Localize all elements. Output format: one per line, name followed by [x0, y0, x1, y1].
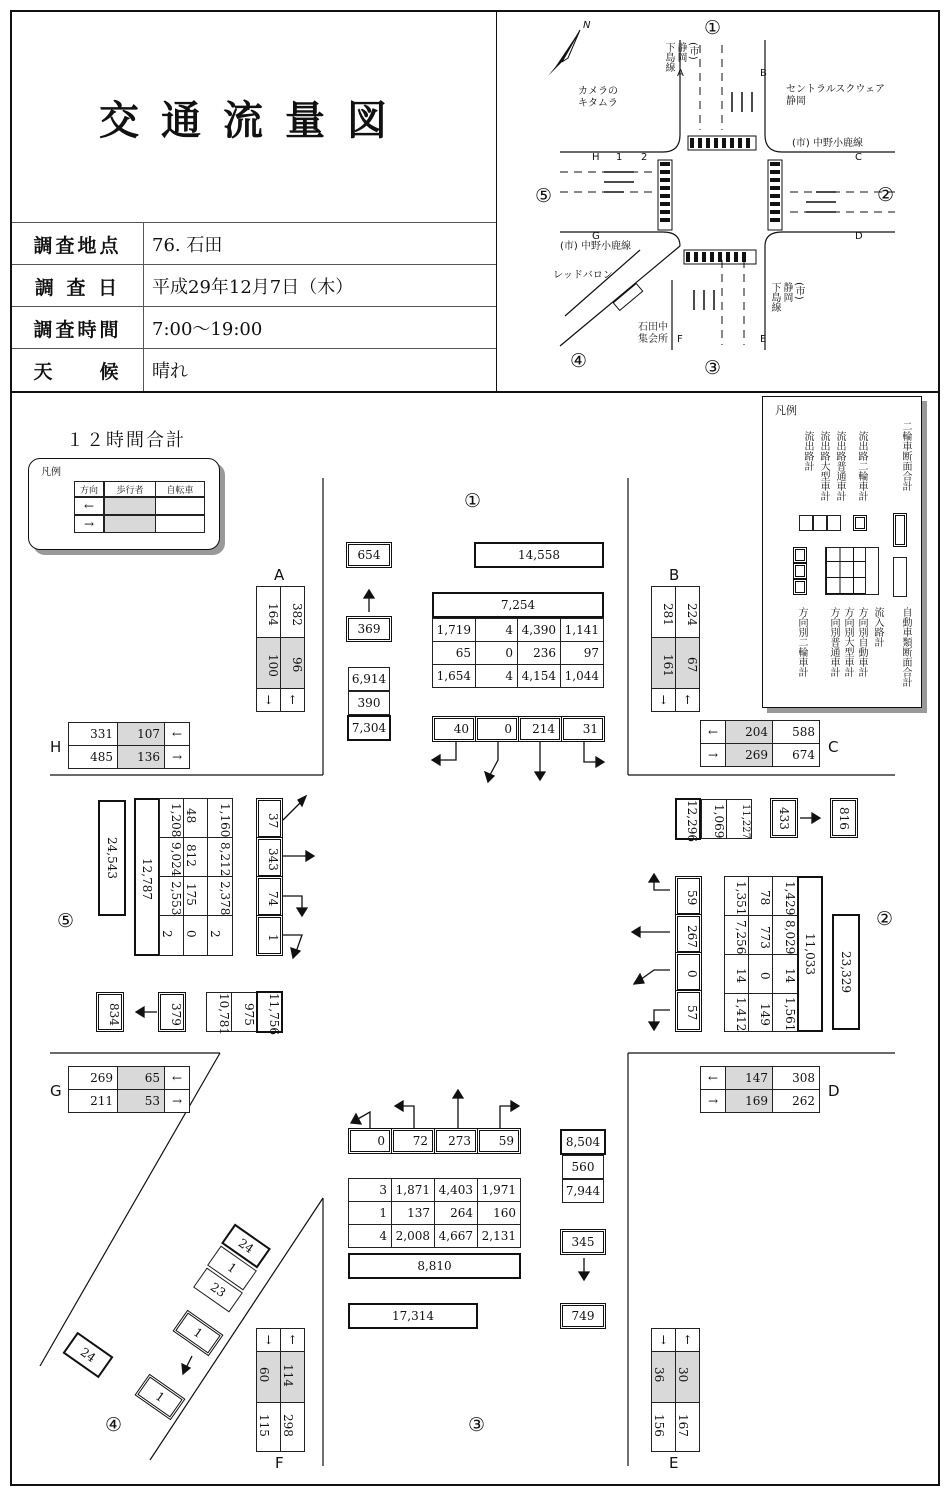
a4-bike-in: 1 — [173, 1310, 224, 1357]
a1-bike: 214 — [518, 716, 562, 742]
a3-outflow-total: 8,504 — [560, 1129, 606, 1155]
a5-bike-out: 379 — [158, 992, 186, 1032]
a4-bike-out: 1 — [135, 1374, 186, 1421]
grid-cell: 7,256 — [724, 915, 749, 955]
a2-grid — [724, 876, 798, 1032]
map-approach-5: ⑤ — [535, 185, 553, 207]
legend-label: 流出路大型車計 — [818, 431, 829, 501]
grid-cell: 1,971 — [477, 1178, 521, 1202]
grid-cell: 1,719 — [432, 618, 476, 642]
a2-outflow-total: 12,296 — [675, 798, 701, 840]
grid-cell: 8,212 — [207, 837, 233, 877]
a5-outflow-normal: 11,756 — [256, 991, 283, 1033]
point-d-bike: 308 — [772, 1066, 820, 1090]
south-road-label: (市) 静岡 下島線 — [769, 282, 804, 312]
info-label: 調査地点 — [12, 223, 144, 265]
a2-bike: 267 — [675, 914, 702, 954]
point-c-ped: 269 — [725, 743, 773, 767]
point-c-bike: 674 — [772, 743, 820, 767]
grid-cell: 4 — [475, 618, 518, 642]
a3-bike: 273 — [434, 1128, 478, 1154]
north-road-label: (市) 静岡 下島線 — [663, 42, 698, 72]
point-d-arrow: ← — [700, 1066, 726, 1090]
grid-cell: 4,154 — [517, 664, 561, 688]
a4-outflow-normal: 23 — [193, 1268, 243, 1313]
point-a-ped: 100 — [256, 637, 281, 689]
a4-moto-total: 24 — [63, 1332, 114, 1379]
grid-cell: 48 — [183, 798, 208, 838]
a2-bike: 57 — [675, 990, 702, 1032]
info-value: 晴れ — [152, 361, 188, 382]
legend-arrow-left-icon: ← — [83, 499, 95, 513]
point-b-bike: 281 — [651, 586, 676, 638]
a3-bike: 72 — [391, 1128, 435, 1154]
point-a-ped: 96 — [280, 637, 305, 689]
point-e-label: E — [669, 1454, 679, 1472]
grid-cell: 2,378 — [207, 876, 233, 916]
a1-inflow-total: 7,254 — [432, 592, 604, 618]
map-point-h: H — [592, 152, 600, 163]
point-e-arrow: ↓ — [651, 1328, 676, 1352]
grid-cell: 8,029 — [772, 915, 798, 955]
map-point-a: A — [677, 68, 684, 79]
a1-bike: 31 — [561, 716, 605, 742]
grid-cell: 137 — [391, 1201, 435, 1225]
map-point-f: F — [677, 334, 683, 345]
map-approach-1: ① — [704, 17, 722, 39]
a1-section-total: 14,558 — [474, 542, 604, 568]
grid-cell: 2 — [159, 915, 184, 956]
legend-col-bike-text: 自転車 — [166, 485, 194, 496]
point-h-ped: 107 — [117, 722, 165, 746]
grid-cell: 812 — [183, 837, 208, 877]
a1-grid — [432, 618, 604, 690]
a5-bike: 1 — [256, 915, 283, 956]
a3-inflow-total: 8,810 — [348, 1253, 521, 1279]
a1-bike: 0 — [475, 716, 519, 742]
a3-section-total: 17,314 — [348, 1303, 478, 1329]
page-title: 交通流量図 — [99, 97, 409, 144]
landmark-central: セントラルスクウェア 静岡 — [786, 84, 885, 107]
approach-label-2: ② — [876, 908, 894, 930]
grid-cell: 773 — [748, 915, 773, 955]
a4-outflow-large: 1 — [207, 1246, 257, 1291]
point-e-arrow: ↑ — [675, 1328, 700, 1352]
point-e-ped: 36 — [651, 1351, 676, 1403]
point-e-bike: 167 — [675, 1402, 700, 1452]
grid-cell: 160 — [477, 1201, 521, 1225]
point-c-arrow: → — [700, 743, 726, 767]
grid-cell: 0 — [475, 641, 518, 665]
a1-outflow-bike: 369 — [346, 616, 392, 642]
grid-cell: 4,390 — [517, 618, 561, 642]
a3-moto-total: 749 — [560, 1303, 606, 1329]
point-f-arrow: ↓ — [256, 1328, 281, 1352]
a2-bike-out: 433 — [770, 798, 798, 838]
approach-label-3: ③ — [468, 1414, 486, 1436]
info-value: 平成29年12月7日（木） — [152, 277, 354, 298]
grid-cell: 2,131 — [477, 1224, 521, 1248]
a1-outflow-normal: 7,304 — [347, 715, 391, 741]
grid-cell: 65 — [432, 641, 476, 665]
point-f-ped: 60 — [256, 1351, 281, 1403]
big-legend-title: 凡例 — [775, 404, 797, 417]
a3-bike: 59 — [477, 1128, 521, 1154]
point-b-label: B — [669, 566, 680, 584]
map-point-e: E — [760, 334, 767, 345]
legend-label: 方向別自動車計 — [856, 607, 867, 677]
a3-outflow-normal: 7,944 — [562, 1179, 604, 1203]
point-g-arrow: ← — [164, 1066, 190, 1090]
point-b-ped: 67 — [675, 637, 700, 689]
approach-label-4: ④ — [105, 1414, 123, 1436]
a1-bike: 40 — [432, 716, 476, 742]
grid-cell: 4 — [475, 664, 518, 688]
point-g-bike: 211 — [68, 1089, 118, 1113]
a3-grid — [348, 1178, 521, 1250]
point-g-ped: 65 — [117, 1066, 165, 1090]
map-point-num-1: 1 — [616, 152, 623, 163]
map-point-num-2: 2 — [641, 152, 648, 163]
legend-label: 流出路計 — [802, 431, 813, 471]
a3-outflow-large: 560 — [562, 1155, 604, 1179]
grid-cell: 1 — [348, 1201, 392, 1225]
info-value: 76. 石田 — [152, 235, 223, 256]
a4-outflow-total: 24 — [221, 1224, 271, 1269]
point-h-ped: 136 — [117, 745, 165, 769]
west-road-label: (市) 中野小鹿線 — [560, 241, 631, 252]
legend-label: 二輪車断面合計 — [900, 421, 911, 491]
a2-bike: 59 — [675, 876, 702, 916]
approach-label-1: ① — [464, 490, 482, 512]
point-a-bike: 164 — [256, 586, 281, 638]
grid-cell: 1,351 — [724, 876, 749, 916]
small-legend-title: 凡例 — [41, 467, 61, 478]
east-road-label: (市) 中野小鹿線 — [792, 138, 863, 149]
point-b-ped: 161 — [651, 637, 676, 689]
info-label: 調査時間 — [12, 307, 144, 349]
point-a-label: A — [274, 566, 285, 584]
grid-cell: 1,871 — [391, 1178, 435, 1202]
grid-cell: 0 — [748, 954, 773, 994]
point-f-ped: 114 — [280, 1351, 305, 1403]
grid-cell: 4 — [348, 1224, 392, 1248]
grid-cell: 236 — [517, 641, 561, 665]
grid-cell: 2 — [207, 915, 233, 956]
legend-label: 方向別二輪車計 — [796, 607, 807, 677]
grid-cell: 1,412 — [724, 993, 749, 1032]
a3-bike-out: 345 — [560, 1229, 606, 1255]
legend-label: 方向別普通車計 — [828, 607, 839, 677]
grid-cell: 175 — [183, 876, 208, 916]
a1-outflow-total: 6,914 — [348, 667, 390, 691]
grid-cell: 1,429 — [772, 876, 798, 916]
a3-bike: 0 — [348, 1128, 392, 1154]
a5-bike: 74 — [256, 876, 283, 917]
point-b-arrow: ↑ — [675, 688, 700, 712]
grid-cell: 9,024 — [159, 837, 184, 877]
legend-label: 方向別大型車計 — [842, 607, 853, 677]
point-g-ped: 53 — [117, 1089, 165, 1113]
map-point-b: B — [760, 68, 767, 79]
a5-bike: 343 — [256, 837, 283, 878]
grid-cell: 14 — [772, 954, 798, 994]
grid-cell: 2,553 — [159, 876, 184, 916]
point-f-label: F — [275, 1454, 284, 1472]
point-g-label: G — [50, 1082, 62, 1100]
point-a-arrow: ↑ — [280, 688, 305, 712]
grid-cell: 1,141 — [560, 618, 604, 642]
legend-label: 流出路普通車計 — [834, 431, 845, 501]
map-point-c: C — [855, 152, 862, 163]
grid-cell: 149 — [748, 993, 773, 1032]
point-d-bike: 262 — [772, 1089, 820, 1113]
point-c-bike: 588 — [772, 720, 820, 744]
point-d-label: D — [828, 1082, 840, 1100]
point-g-arrow: → — [164, 1089, 190, 1113]
legend-label: 流出路二輪車計 — [856, 431, 867, 501]
legend-label: 自動車類断面合計 — [900, 607, 911, 687]
a2-section-total: 23,329 — [832, 914, 860, 1030]
grid-cell: 2,008 — [391, 1224, 435, 1248]
a2-moto-total: 816 — [830, 798, 858, 838]
point-e-bike: 156 — [651, 1402, 676, 1452]
a5-outflow-total: 10,781 — [206, 992, 232, 1032]
a5-section-total: 24,543 — [98, 800, 126, 916]
legend-label: 流入路計 — [872, 607, 883, 647]
point-h-arrow: ← — [164, 722, 190, 746]
info-value: 7:00〜19:00 — [152, 319, 263, 340]
point-d-ped: 169 — [725, 1089, 773, 1113]
summary-title: １２時間合計 — [66, 430, 186, 451]
north-label: N — [583, 20, 591, 31]
point-b-bike: 224 — [675, 586, 700, 638]
map-approach-3: ③ — [704, 357, 722, 379]
grid-cell: 14 — [724, 954, 749, 994]
info-label: 調 査 日 — [12, 265, 144, 307]
map-point-g: G — [592, 231, 600, 242]
point-f-bike: 115 — [256, 1402, 281, 1452]
a5-outflow-large: 975 — [231, 992, 257, 1032]
a2-outflow-normal: 11,227 — [726, 799, 752, 839]
grid-cell: 78 — [748, 876, 773, 916]
point-d-arrow: → — [700, 1089, 726, 1113]
point-e-ped: 30 — [675, 1351, 700, 1403]
grid-cell: 0 — [183, 915, 208, 956]
a5-grid — [159, 798, 233, 956]
a2-bike: 0 — [675, 952, 702, 992]
a1-moto-total: 654 — [346, 542, 392, 568]
point-g-bike: 269 — [68, 1066, 118, 1090]
point-c-label: C — [828, 738, 839, 756]
landmark-redbaron: レッドバロン — [553, 270, 613, 281]
point-f-arrow: ↑ — [280, 1328, 305, 1352]
point-b-arrow: ↓ — [651, 688, 676, 712]
grid-cell: 4,403 — [434, 1178, 478, 1202]
point-c-arrow: ← — [700, 720, 726, 744]
grid-cell: 3 — [348, 1178, 392, 1202]
map-approach-2: ② — [877, 184, 895, 206]
legend-col-dir-text: 方向 — [79, 485, 98, 496]
landmark-kitamura: カメラの キタムラ — [578, 86, 618, 109]
a5-inflow-total: 12,787 — [134, 798, 160, 956]
point-a-bike: 382 — [280, 586, 305, 638]
a5-bike: 37 — [256, 798, 283, 839]
map-point-d: D — [855, 231, 863, 242]
point-f-bike: 298 — [280, 1402, 305, 1452]
grid-cell: 1,160 — [207, 798, 233, 838]
landmark-ishida: 石田中 集会所 — [638, 322, 668, 345]
a2-outflow-large: 1,069 — [701, 799, 727, 839]
point-c-ped: 204 — [725, 720, 773, 744]
point-a-arrow: ↓ — [256, 688, 281, 712]
info-label: 天 候 — [12, 349, 144, 391]
grid-cell: 97 — [560, 641, 604, 665]
point-d-ped: 147 — [725, 1066, 773, 1090]
point-h-bike: 485 — [68, 745, 118, 769]
grid-cell: 1,044 — [560, 664, 604, 688]
a1-outflow-large: 390 — [348, 691, 390, 715]
approach-label-5: ⑤ — [57, 910, 75, 932]
point-h-label: H — [50, 738, 62, 756]
grid-cell: 1,654 — [432, 664, 476, 688]
point-h-bike: 331 — [68, 722, 118, 746]
grid-cell: 1,561 — [772, 993, 798, 1032]
grid-cell: 264 — [434, 1201, 478, 1225]
a5-moto-total: 834 — [96, 992, 124, 1032]
grid-cell: 4,667 — [434, 1224, 478, 1248]
point-h-arrow: → — [164, 745, 190, 769]
map-approach-4: ④ — [570, 350, 588, 372]
legend-arrow-right-icon: → — [83, 517, 95, 531]
grid-cell: 1,208 — [159, 798, 184, 838]
a2-inflow-total: 11,033 — [797, 876, 823, 1032]
legend-col-ped-text: 歩行者 — [116, 485, 144, 496]
